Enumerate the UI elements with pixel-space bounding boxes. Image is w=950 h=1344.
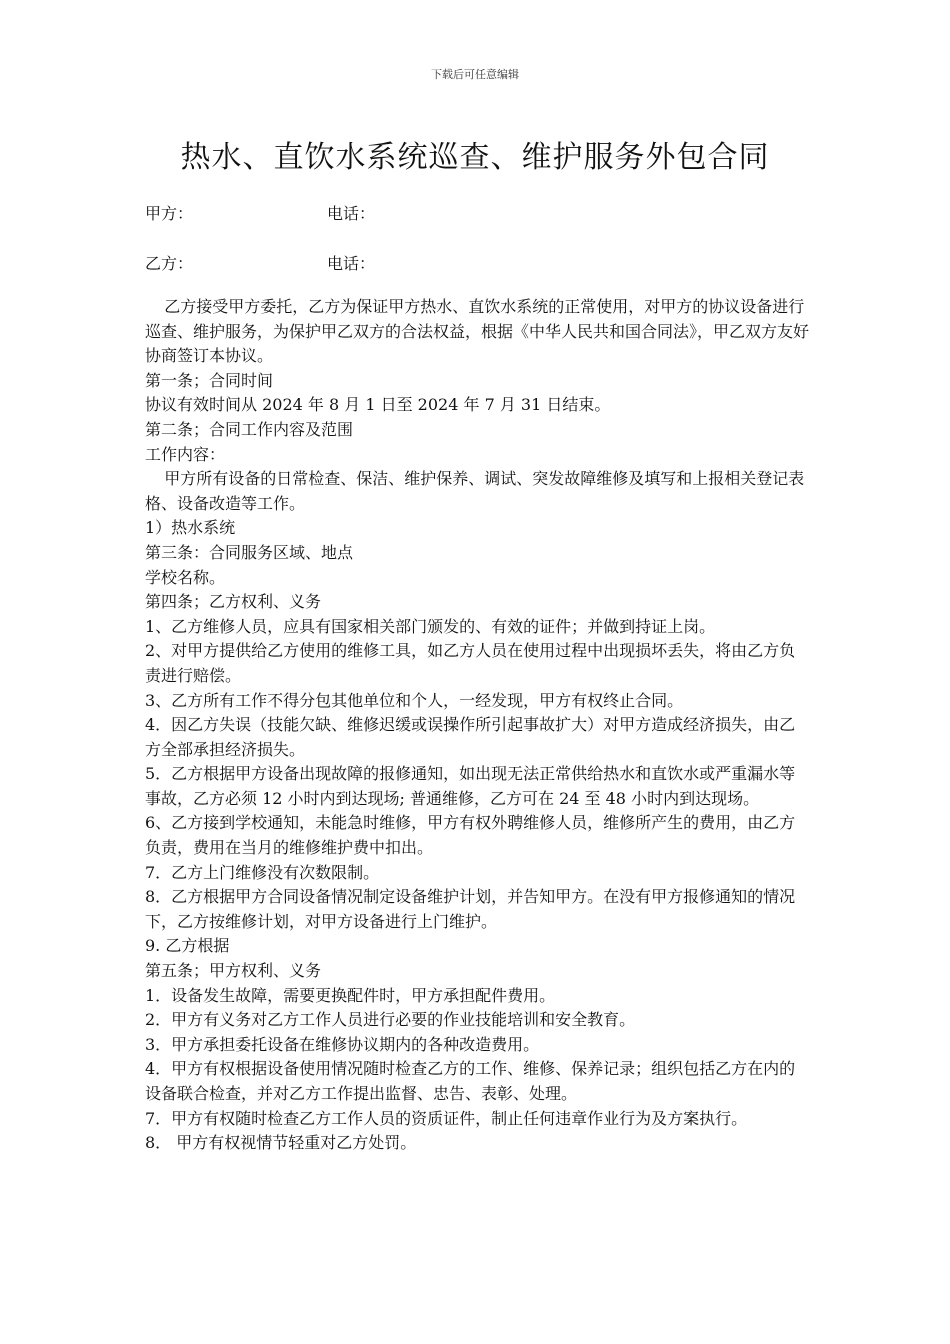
party-b-clause-3: 3、乙方所有工作不得分包其他单位和个人，一经发现，甲方有权终止合同。 [145, 690, 684, 710]
header-note: 下载后可任意编辑 [431, 68, 519, 81]
article-4-heading: 第四条；乙方权利、义务 [145, 592, 322, 612]
party-a-label: 甲方： [145, 204, 194, 223]
intro-paragraph: 乙方接受甲方委托，乙方为保证甲方热水、直饮水系统的正常使用，对甲方的协议设备进行巡查、维护服务，为保护甲乙双方的合法权益，根据《中华人民共和国合同法》，甲乙双方友好协商签订本协议。 [145, 297, 810, 366]
party-b-clause-5: 5．乙方根据甲方设备出现故障的报修通知，如出现无法正常供给热水和直饮水或严重漏水等事故，乙方必须 12 小时内到达现场; 普通维修，乙方可在 24 至 48 小时内到达现场。 [145, 764, 796, 808]
school-name: 学校名称。 [145, 567, 226, 587]
work-content-label: 工作内容： [145, 444, 226, 464]
party-b-clause-2: 2、对甲方提供给乙方使用的维修工具，如乙方人员在使用过程中出现损坏丢失，将由乙方负责进行赔偿。 [145, 641, 796, 685]
work-content-text: 甲方所有设备的日常检查、保洁、维护保养、调试、突发故障维修及填写和上报相关登记表格、设备改造等工作。 [145, 469, 805, 513]
party-b-clause-8: 8．乙方根据甲方合同设备情况制定设备维护计划，并告知甲方。在没有甲方报修通知的情况下，乙方按维修计划，对甲方设备进行上门维护。 [145, 887, 796, 931]
party-a-clause-7: 7．甲方有权随时检查乙方工作人员的资质证件，制止任何违章作业行为及方案执行。 [145, 1108, 748, 1128]
contract-period: 协议有效时间从 2024 年 8 月 1 日至 2024 年 7 月 31 日结束。 [145, 395, 611, 415]
article-5-heading: 第五条；甲方权利、义务 [145, 961, 322, 981]
party-b-clause-6: 6、乙方接到学校通知，未能急时维修，甲方有权外聘维修人员，维修所产生的费用，由乙方负责，费用在当月的维修维护费中扣出。 [145, 813, 796, 858]
hot-water-system-item: 1）热水系统 [145, 518, 236, 538]
party-b-clause-1: 1、乙方维修人员，应具有国家相关部门颁发的、有效的证件；并做到持证上岗。 [145, 616, 716, 636]
contract-body [145, 295, 810, 1156]
article-2-heading: 第二条；合同工作内容及范围 [145, 419, 354, 439]
party-b-phone-label: 电话： [327, 254, 376, 273]
party-a-clause-8: 8． 甲方有权视情节轻重对乙方处罚。 [145, 1133, 417, 1153]
party-b-clause-9: 9. 乙方根据 [145, 936, 230, 956]
party-b-label: 乙方： [145, 254, 194, 273]
article-1-heading: 第一条；合同时间 [145, 370, 274, 390]
article-3-heading: 第三条：合同服务区域、地点 [145, 542, 354, 562]
party-a-clause-3: 3．甲方承担委托设备在维修协议期内的各种改造费用。 [145, 1034, 540, 1054]
party-a-clause-2: 2．甲方有义务对乙方工作人员进行必要的作业技能培训和安全教育。 [145, 1010, 636, 1030]
party-a-clause-4: 4．甲方有权根据设备使用情况随时检查乙方的工作、维修、保养记录；组织包括乙方在内的设备联合检查，并对乙方工作提出监督、忠告、表彰、处理。 [145, 1059, 796, 1103]
party-b-clause-4: 4．因乙方失误（技能欠缺、维修迟缓或误操作所引起事故扩大）对甲方造成经济损失，由乙方全部承担经济损失。 [145, 715, 796, 759]
party-a-phone-label: 电话： [327, 204, 376, 223]
party-b-clause-7: 7．乙方上门维修没有次数限制。 [145, 862, 380, 882]
party-a-clause-1: 1．设备发生故障，需要更换配件时，甲方承担配件费用。 [145, 985, 556, 1005]
contract-title: 热水、直饮水系统巡查、维护服务外包合同 [180, 140, 770, 175]
